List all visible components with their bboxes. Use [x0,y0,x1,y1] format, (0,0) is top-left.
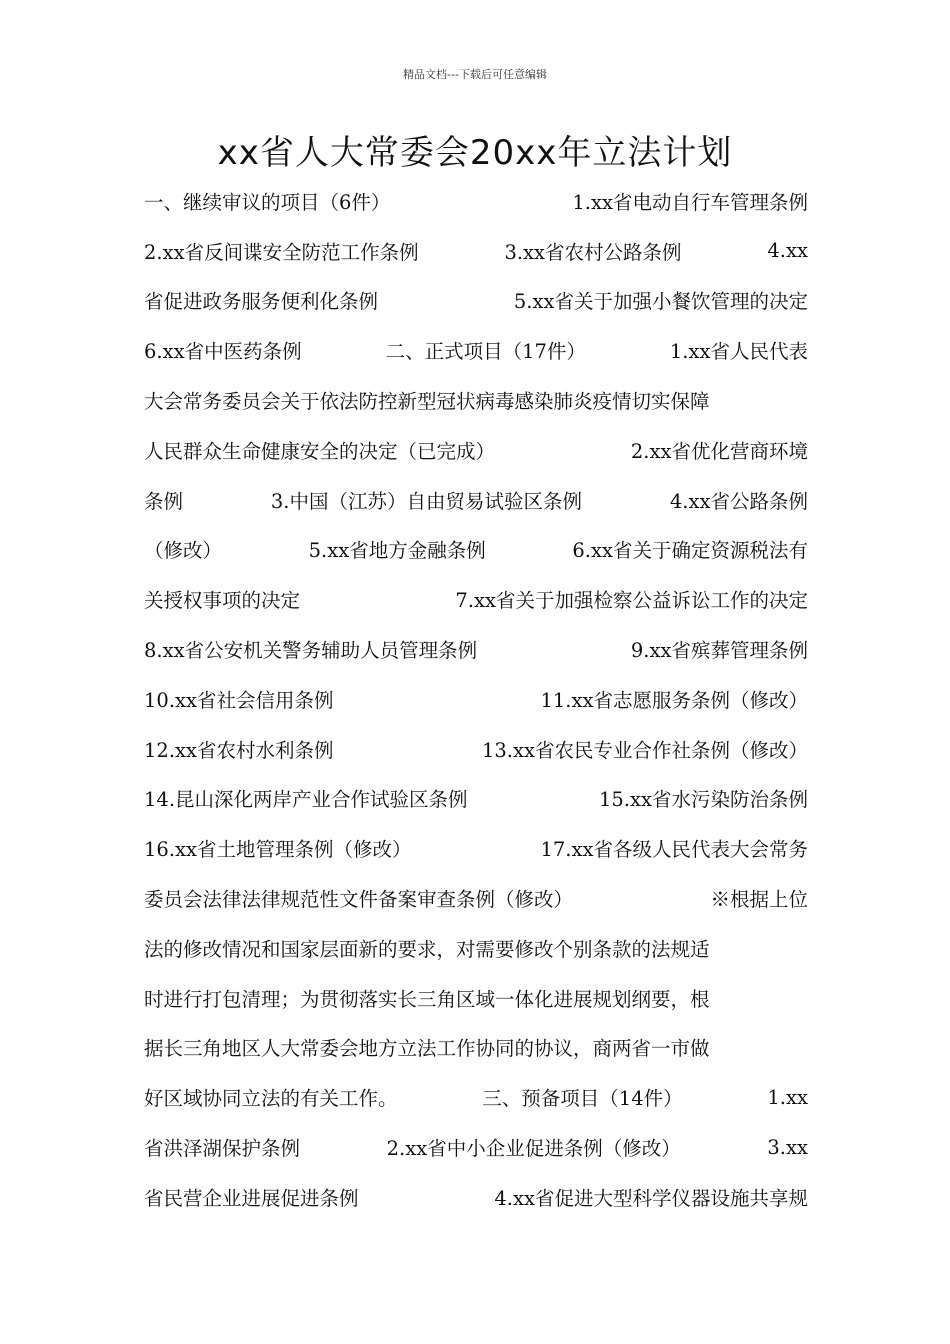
body-line-segment: 4.xx省公路条例 [669,489,808,513]
body-line [144,1122,808,1172]
body-line-segment: 12.xx省农村水利条例 [144,738,334,762]
body-line [144,276,808,326]
body-line [144,1172,808,1222]
body-line-segment: 三、预备项目（14件） [482,1087,683,1111]
body-line-segment: 8.xx省公安机关警务辅助人员管理条例 [144,639,478,663]
body-line-segment: 5.xx省地方金融条例 [308,539,486,563]
body-line [144,1023,808,1073]
body-line-segment: 大会常务委员会关于依法防控新型冠状病毒感染肺炎疫情切实保障 [144,390,710,414]
body-line [144,425,808,475]
body-line-segment: 2.xx省中小企业促进条例（修改） [386,1137,681,1161]
body-line [144,873,808,923]
body-line-segment: 6.xx省关于确定资源税法有 [572,539,808,563]
body-line-segment: 好区域协同立法的有关工作。 [144,1087,398,1111]
body-line-segment: 3.中国（江苏）自由贸易试验区条例 [270,489,582,513]
document-body [144,176,808,1222]
body-line-segment: 6.xx省中医药条例 [144,340,302,364]
body-line-segment: 一、继续审议的项目（6件） [144,190,391,214]
body-line [144,525,808,575]
body-line-segment: 据长三角地区人大常委会地方立法工作协同的协议，商两省一市做 [144,1037,710,1061]
body-line-segment: 法的修改情况和国家层面新的要求，对需要修改个别条款的法规适 [144,937,710,961]
body-line [144,624,808,674]
body-line-segment: （修改） [144,539,223,563]
body-line-segment: 时进行打包清理；为贯彻落实长三角区域一体化进展规划纲要，根 [144,987,710,1011]
body-line-segment: 委员会法律法律规范性文件备案审查条例（修改） [144,888,574,912]
body-line-segment: 9.xx省殡葬管理条例 [630,639,808,663]
document-title: xx省人大常委会20xx年立法计划 [217,133,733,173]
body-line-segment: 省民营企业进展促进条例 [144,1186,359,1210]
body-line-segment: 3.xx [767,1135,808,1159]
body-line-segment: 2.xx省优化营商环境 [630,439,808,463]
body-line [144,973,808,1023]
body-line [144,674,808,724]
body-line-segment: 3.xx省农村公路条例 [504,240,682,264]
body-line-segment: 省促进政务服务便利化条例 [144,290,379,314]
body-line [144,176,808,226]
body-line-segment: 17.xx省各级人民代表大会常务 [540,838,808,862]
body-line-segment: ※根据上位 [710,888,808,912]
body-line-segment: 关授权事项的决定 [144,589,301,613]
body-line-segment: 4.xx省促进大型科学仪器设施共享规 [494,1186,808,1210]
body-line-segment: 15.xx省水污染防治条例 [598,788,808,812]
body-line [144,475,808,525]
body-line [144,923,808,973]
body-line-segment: 4.xx [767,239,808,263]
body-line [144,823,808,873]
body-line-segment: 16.xx省土地管理条例（修改） [144,838,412,862]
body-line-segment: 1.xx省电动自行车管理条例 [572,190,808,214]
body-line [144,375,808,425]
body-line-segment: 1.xx省人民代表 [669,340,808,364]
body-line [144,226,808,276]
body-line [144,1072,808,1122]
body-line [144,724,808,774]
body-line-segment: 人民群众生命健康安全的决定（已完成） [144,439,496,463]
header-note: 精品文档---下载后可任意编辑 [403,68,547,81]
body-line-segment: 13.xx省农民专业合作社条例（修改） [481,738,808,762]
body-line-segment: 7.xx省关于加强检察公益诉讼工作的决定 [455,589,808,613]
body-line [144,774,808,824]
body-line-segment: 11.xx省志愿服务条例（修改） [540,688,808,712]
body-line [144,325,808,375]
body-line-segment: 2.xx省反间谍安全防范工作条例 [144,240,419,264]
body-line-segment: 二、正式项目（17件） [385,340,586,364]
body-line-segment: 14.昆山深化两岸产业合作试验区条例 [144,788,468,812]
body-line-segment: 5.xx省关于加强小餐饮管理的决定 [513,290,808,314]
body-line [144,574,808,624]
body-line-segment: 条例 [144,489,184,513]
body-line-segment: 1.xx [767,1085,808,1109]
body-line-segment: 10.xx省社会信用条例 [144,688,334,712]
body-line-segment: 省洪泽湖保护条例 [144,1137,301,1161]
